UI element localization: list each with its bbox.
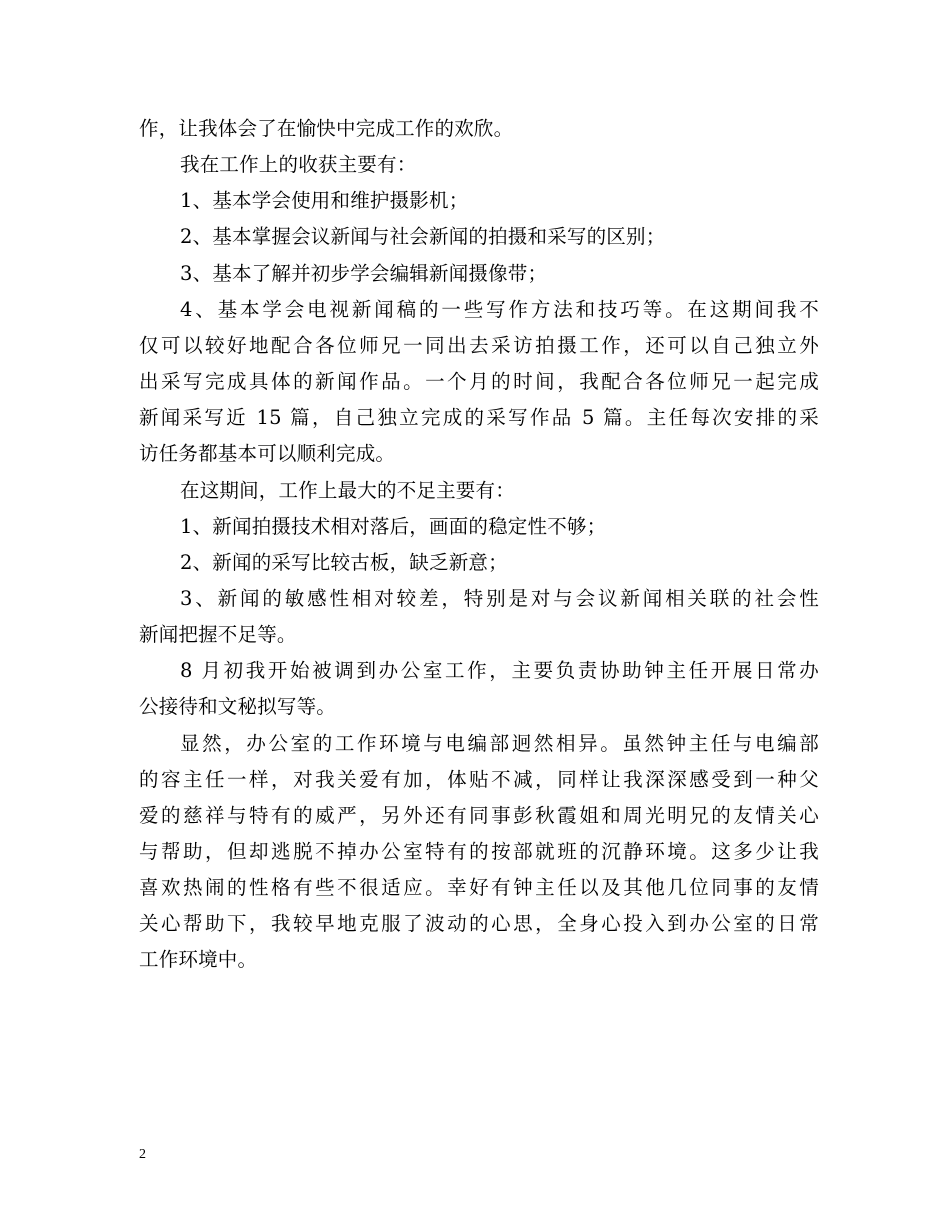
text-line: 仅可以较好地配合各位师兄一同出去采访拍摄工作，还可以自己独立外 bbox=[139, 333, 819, 357]
text-line: 访任务都基本可以顺利完成。 bbox=[139, 442, 396, 466]
text-line: 工作环境中。 bbox=[139, 948, 258, 972]
page-number: 2 bbox=[139, 1147, 146, 1162]
text-line: 显然，办公室的工作环境与电编部迥然相异。虽然钟主任与电编部 bbox=[180, 731, 819, 755]
text-line: 3、新闻的敏感性相对较差，特别是对与会议新闻相关联的社会性 bbox=[180, 587, 819, 610]
text-line: 新闻采写近 15 篇，自己独立完成的采写作品 5 篇。主任每次安排的采 bbox=[139, 406, 819, 430]
text-line: 新闻把握不足等。 bbox=[139, 623, 297, 647]
text-line: 作，让我体会了在愉快中完成工作的欢欣。 bbox=[139, 117, 514, 140]
text-line: 2、新闻的采写比较古板，缺乏新意； bbox=[180, 550, 508, 574]
text-line: 4、基本学会电视新闻稿的一些写作方法和技巧等。在这期间我不 bbox=[180, 297, 819, 321]
text-line: 1、新闻拍摄技术相对落后，画面的稳定性不够； bbox=[180, 514, 607, 538]
text-line: 3、基本了解并初步学会编辑新闻摄像带； bbox=[180, 261, 548, 285]
text-line: 与帮助，但却逃脱不掉办公室特有的按部就班的沉静环境。这多少让我 bbox=[139, 840, 819, 863]
text-line: 的容主任一样，对我关爱有加，体贴不减，同样让我深深感受到一种父 bbox=[139, 767, 819, 791]
text-line: 在这期间，工作上最大的不足主要有： bbox=[180, 478, 515, 502]
text-line: 喜欢热闹的性格有些不很适应。幸好有钟主任以及其他几位同事的友情 bbox=[139, 876, 819, 900]
text-line: 1、基本学会使用和维护摄影机； bbox=[180, 189, 469, 213]
text-line: 8 月初我开始被调到办公室工作，主要负责协助钟主任开展日常办 bbox=[180, 659, 819, 683]
text-line: 公接待和文秘拟写等。 bbox=[139, 695, 337, 719]
text-line: 我在工作上的收获主要有： bbox=[180, 153, 417, 177]
text-line: 2、基本掌握会议新闻与社会新闻的拍摄和采写的区别； bbox=[180, 225, 666, 249]
text-line: 关心帮助下，我较早地克服了波动的心思，全身心投入到办公室的日常 bbox=[139, 912, 819, 936]
text-line: 爱的慈祥与特有的威严，另外还有同事彭秋霞姐和周光明兄的友情关心 bbox=[139, 803, 819, 827]
text-line: 出采写完成具体的新闻作品。一个月的时间，我配合各位师兄一起完成 bbox=[139, 370, 819, 393]
